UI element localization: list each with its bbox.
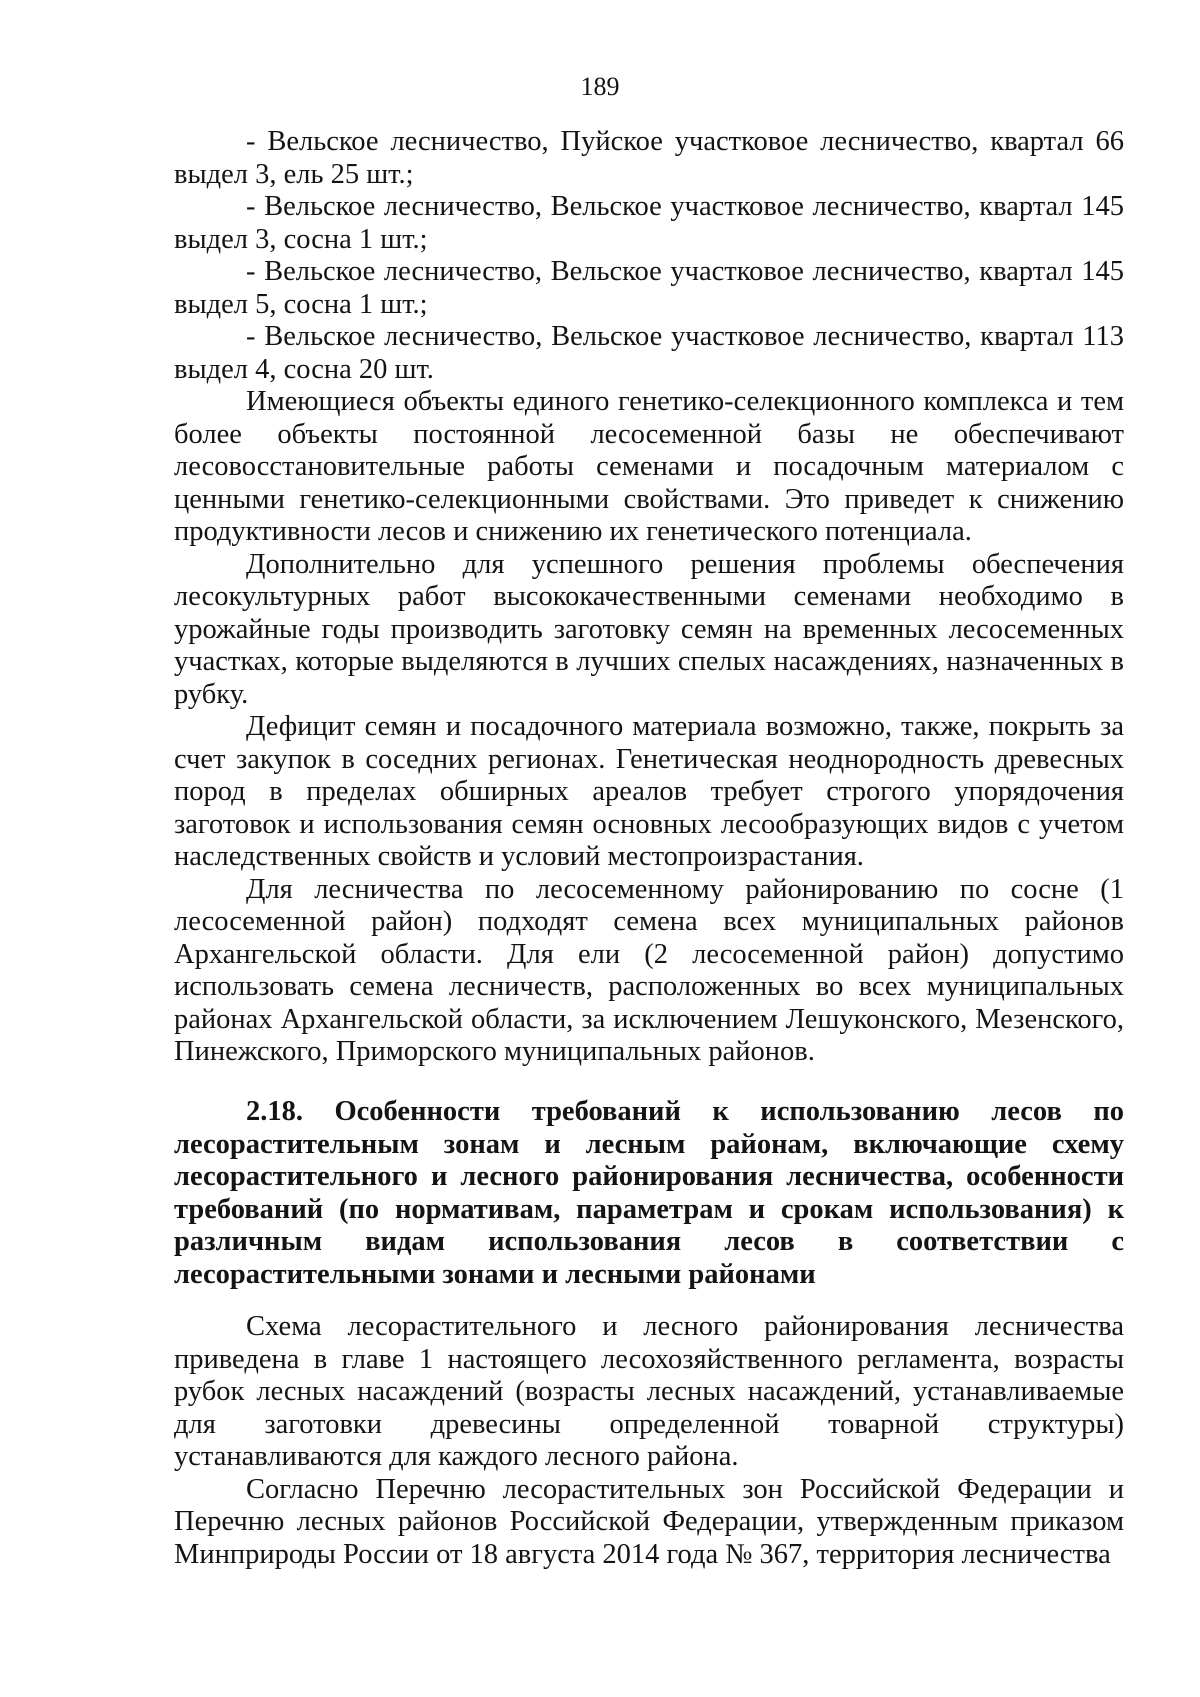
page-number: 189 [580, 72, 620, 101]
paragraph: Имеющиеся объекты единого генетико-селекционного комплекса и тем более объекты постоянной лесосеменной базы не обеспечивают лесовосстановительные работы семенами и посадочным материалом с ценными генетико-селекционными свойствами. Это приведет к снижению продуктивности лесов и снижению их генетического потенциала. [174, 386, 1124, 547]
list-item: - Вельское лесничество, Вельское участковое лесничество, квартал 145 выдел 5, сосна 1 шт.; [174, 256, 1124, 320]
paragraph: Дополнительно для успешного решения проблемы обеспечения лесокультурных работ высококачественными семенами необходимо в урожайные годы производить заготовку семян на временных лесосеменных участках, которые выделяются в лучших спелых насаждениях, назначенных в рубку. [174, 548, 1124, 710]
list-item: - Вельское лесничество, Вельское участковое лесничество, квартал 145 выдел 3, сосна 1 шт.; [174, 191, 1124, 255]
paragraph: Схема лесорастительного и лесного районирования лесничества приведена в главе 1 настоящего лесохозяйственного регламента, возрасты рубок лесных насаждений (возрасты лесных насаждений, устанавливаемые для заготовки древесины определенной товарной структуры) устанавливаются для каждого лесного района. [174, 1311, 1124, 1472]
list-item: - Вельское лесничество, Вельское участковое лесничество, квартал 113 выдел 4, сосна 20 шт. [174, 321, 1124, 385]
section-text [174, 1311, 1124, 1571]
paragraph: Согласно Перечню лесорастительных зон Российской Федерации и Перечню лесных районов Российской Федерации, утвержденным приказом Минприроды России от 18 августа 2014 года № 367, территория лесничества [174, 1473, 1124, 1570]
section-heading-block [174, 1096, 1124, 1291]
paragraph: Для лесничества по лесосеменному районированию по сосне (1 лесосеменной район) подходят семена всех муниципальных районов Архангельской области. Для ели (2 лесосеменной район) допустимо использовать семена лесничеств, расположенных во всех муниципальных районах Архангельской области, за исключением Лешуконского, Мезенского, Пинежского, Приморского муниципальных районов. [174, 873, 1124, 1067]
section-heading: 2.18. Особенности требований к использованию лесов по лесорастительным зонам и лесным районам, включающие схему лесорастительного и лесного районирования лесничества, особенности требований (по нормативам, параметрам и срокам использования) к различным видам использования лесов в соответствии с лесорастительными зонами и лесными районами [174, 1096, 1124, 1290]
paragraph: Дефицит семян и посадочного материала возможно, также, покрыть за счет закупок в соседних регионах. Генетическая неоднородность древесных пород в пределах обширных ареалов требует строгого упорядочения заготовок и использования семян основных лесообразующих видов с учетом наследственных свойств и условий местопроизрастания. [174, 711, 1124, 872]
body-text [174, 126, 1124, 1069]
list-item: - Вельское лесничество, Пуйское участковое лесничество, квартал 66 выдел 3, ель 25 шт.; [174, 126, 1124, 190]
